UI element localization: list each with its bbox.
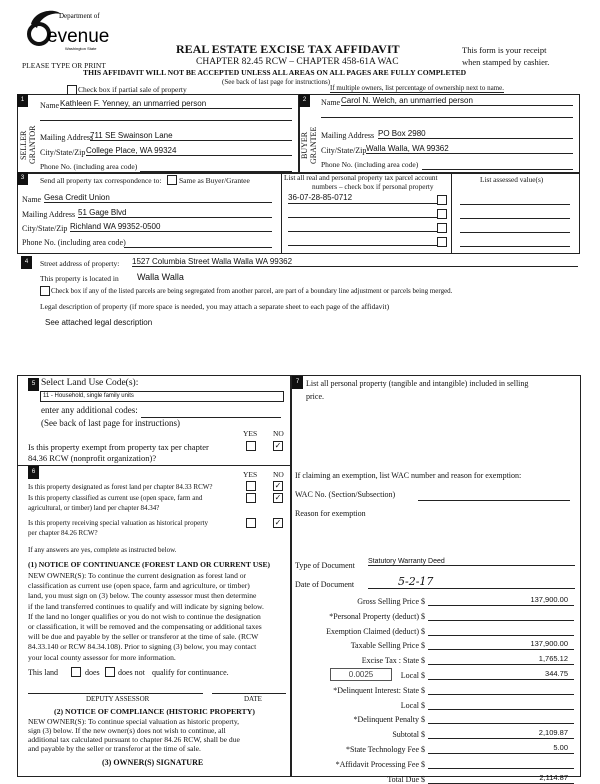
form-chapter: CHAPTER 82.45 RCW – CHAPTER 458-61A WAC — [196, 57, 399, 67]
amount-field[interactable] — [428, 699, 574, 710]
nonprofit-yes-checkbox[interactable] — [246, 441, 256, 451]
correspondence-name-label: Name — [22, 195, 42, 204]
correspondence-phone-field[interactable] — [124, 246, 272, 248]
historic-no-checkbox[interactable]: ✓ — [274, 518, 282, 527]
historic-question-2: per chapter 84.26 RCW? — [28, 529, 98, 537]
amount-label: *State Technology Fee $ — [345, 745, 425, 754]
street-address-label: Street address of property: — [40, 259, 120, 268]
parcel-number-field[interactable] — [288, 235, 438, 246]
notice-line: land, you must sign on (3) below. The county assessor must then determine — [28, 591, 257, 601]
doc-date-field[interactable]: 5-2-17 — [368, 575, 575, 589]
no-header-6: NO — [273, 470, 284, 479]
exemption-reason-label: Reason for exemption — [295, 509, 366, 518]
forest-no-checkbox[interactable]: ✓ — [274, 481, 282, 490]
current-use-no-checkbox[interactable]: ✓ — [274, 493, 282, 502]
current-use-yes-checkbox[interactable] — [246, 493, 256, 503]
buyer-phone-field[interactable] — [422, 168, 573, 170]
buyer-name-field[interactable]: Carol N. Welch, an unmarried person — [341, 96, 573, 106]
correspondence-city-label: City/State/Zip — [22, 224, 68, 233]
personal-property-label-2: price. — [306, 392, 324, 401]
section-6-divider — [17, 465, 290, 466]
land-use-label: Select Land Use Code(s): — [41, 378, 139, 388]
amount-field[interactable]: 344.75 — [428, 669, 574, 680]
amount-label: Excise Tax : State $ — [361, 656, 425, 666]
buyer-mail-label: Mailing Address — [321, 131, 375, 140]
personal-property-checkbox[interactable] — [437, 195, 447, 205]
buyer-phone-label: Phone No. (including area code) — [321, 160, 419, 169]
land-use-instructions: (See back of last page for instructions) — [41, 418, 180, 428]
notice-line: will be due and payable by the seller or transferor at the time of sale. (RCW — [28, 632, 259, 642]
deputy-assessor-signature[interactable] — [28, 692, 203, 694]
assessed-value-field[interactable] — [460, 231, 570, 233]
acceptance-warning: THIS AFFIDAVIT WILL NOT BE ACCEPTED UNLESS ALL AREAS ON ALL PAGES ARE FULLY COMPLETED — [83, 68, 467, 77]
section-5-marker: 5 — [28, 378, 39, 391]
nonprofit-question-2: 84.36 RCW (nonprofit organization)? — [28, 453, 157, 463]
does-checkbox[interactable] — [71, 667, 81, 677]
buyer-mail-field[interactable]: PO Box 2980 — [378, 129, 573, 139]
wac-field[interactable] — [418, 499, 570, 501]
local-rate-field[interactable]: 0.0025 — [330, 668, 392, 681]
historic-yes-checkbox[interactable] — [246, 518, 256, 528]
correspondence-mail-field[interactable]: 51 Gage Blvd — [78, 208, 272, 218]
amount-field[interactable] — [428, 625, 574, 636]
svg-text:Department of: Department of — [59, 12, 100, 20]
notice-line: sign (3) below. If the new owner(s) does not wish to continue, all — [28, 726, 226, 735]
buyer-grantee-label: BUYER GRANTEE — [300, 126, 318, 164]
multiple-owners-note: If multiple owners, list percentage of ownership next to name. — [330, 84, 504, 92]
legal-description-field[interactable]: See attached legal description — [45, 318, 153, 327]
doc-type-label: Type of Document — [295, 561, 355, 570]
yes-header: YES — [243, 429, 258, 438]
seller-phone-label: Phone No. (including area code) — [40, 162, 138, 171]
parcel-number-field[interactable]: 36-07-28-85-0712 — [288, 193, 438, 204]
same-as-buyer-checkbox[interactable] — [167, 175, 177, 185]
owner-signature-title: (3) OWNER(S) SIGNATURE — [102, 758, 204, 767]
amount-label: Subtotal $ — [392, 730, 425, 740]
notice-line: and payable by the seller or transferor at the time of sale. — [28, 744, 201, 753]
buyer-city-field[interactable]: Walla Walla, WA 99362 — [366, 144, 573, 154]
notice-line: or classification, it will be removed and the compensating or additional taxes — [28, 622, 262, 632]
department-of-revenue-logo — [25, 6, 110, 52]
this-land-label: This land — [28, 668, 58, 677]
amount-field[interactable]: 5.00 — [428, 743, 574, 754]
amount-field[interactable]: 2,109.87 — [428, 728, 574, 739]
seller-name-field[interactable]: Kathleen F. Yenney, an unmarried person — [60, 99, 292, 109]
current-use-question-2: agricultural, or timber) land per chapter 84.34? — [28, 504, 160, 512]
personal-property-checkbox[interactable] — [437, 223, 447, 233]
segregated-parcel-label: Check box if any of the listed parcels are being segregated from another parcel, are part of a boundary line adjustment or parcels being merged. — [51, 287, 453, 295]
seller-grantor-label: SELLER GRANTOR — [19, 125, 37, 165]
segregated-parcel-checkbox[interactable] — [40, 286, 50, 296]
parcel-header-1: List all real and personal property tax parcel account — [284, 173, 438, 182]
notice-line: NEW OWNER(S): To continue special valuation as historic property, — [28, 717, 240, 726]
section-3-divider-1 — [281, 172, 282, 253]
correspondence-phone-label: Phone No. (including area code) — [22, 238, 126, 247]
street-address-field[interactable]: 1527 Columbia Street Walla Walla WA 99362 — [132, 257, 578, 267]
qualify-label: qualify for continuance. — [152, 668, 229, 677]
notice-line: classification as current use (open space, farm and agriculture, or timber) — [28, 581, 250, 591]
amount-label: Taxable Selling Price $ — [350, 641, 425, 651]
amount-field[interactable] — [428, 684, 574, 695]
receipt-note-2: when stamped by cashier. — [462, 57, 550, 67]
doc-date-label: Date of Document — [295, 580, 355, 589]
correspondence-mail-label: Mailing Address — [22, 210, 76, 219]
amount-label: *Personal Property (deduct) $ — [329, 611, 425, 621]
svg-text:Washington State: Washington State — [65, 46, 97, 51]
personal-property-label-1: List all personal property (tangible and intangible) included in selling — [306, 379, 529, 388]
amount-field[interactable]: 137,900.00 — [428, 595, 574, 606]
notice-continuance-title: (1) NOTICE OF CONTINUANCE (FOREST LAND OR CURRENT USE) — [28, 560, 271, 569]
send-correspondence-label: Send all property tax correspondence to: — [40, 176, 162, 185]
section-7-marker: 7 — [292, 376, 303, 389]
yes-header-6: YES — [243, 470, 258, 479]
parcel-number-field[interactable] — [288, 221, 438, 232]
section-2-marker: 2 — [299, 94, 310, 107]
notice-line: 84.33.140 or RCW 84.34.108). Prior to signing (3) below, you may contact — [28, 642, 257, 652]
amount-label: *Delinquent Interest: State $ — [333, 685, 425, 695]
form-title: REAL ESTATE EXCISE TAX AFFIDAVIT — [176, 42, 400, 56]
same-as-buyer-label: Same as Buyer/Grantee — [179, 176, 250, 185]
section-6-marker: 6 — [28, 466, 39, 479]
current-use-question-1: Is this property classified as current use (open space, farm and — [28, 494, 203, 502]
section-4-marker: 4 — [21, 256, 32, 269]
amount-field[interactable] — [428, 758, 574, 769]
amount-field[interactable]: 137,900.00 — [428, 639, 574, 650]
amount-field[interactable] — [428, 713, 574, 724]
receipt-note-1: This form is your receipt — [462, 45, 547, 55]
assessed-value-field[interactable] — [460, 203, 570, 205]
correspondence-name-field[interactable]: Gesa Credit Union — [44, 193, 272, 203]
seller-name-label: Name — [40, 101, 60, 110]
amount-field[interactable] — [428, 610, 574, 621]
amount-label: *Delinquent Penalty $ — [353, 715, 425, 725]
if-yes-instruction: If any answers are yes, complete as instructed below. — [28, 546, 177, 554]
correspondence-city-field[interactable]: Richland WA 99352-0500 — [70, 222, 272, 232]
logo-swoosh-icon — [25, 6, 110, 52]
notice-line: your local county assessor for more information. — [28, 652, 176, 662]
please-type-or-print: PLEASE TYPE OR PRINT — [22, 61, 106, 70]
wac-label: WAC No. (Section/Subsection) — [295, 490, 396, 499]
located-in-value[interactable]: Walla Walla — [137, 272, 184, 282]
svg-text:evenue: evenue — [47, 26, 110, 47]
parcel-header-2: numbers – check box if personal property — [312, 182, 434, 191]
assessor-date-field[interactable] — [212, 692, 286, 694]
notice-compliance-title: (2) NOTICE OF COMPLIANCE (HISTORIC PROPERTY) — [54, 707, 255, 716]
partial-sale-label: Check box if partial sale of property — [78, 85, 246, 95]
seller-name-line-2[interactable] — [40, 119, 292, 121]
buyer-name-label: Name — [321, 98, 341, 107]
seller-mail-field[interactable]: 711 SE Swainson Lane — [90, 131, 292, 141]
notice-compliance-text — [28, 717, 240, 753]
seller-city-field[interactable]: College Place, WA 99324 — [86, 146, 292, 156]
amount-label: *Affidavit Processing Fee $ — [335, 759, 425, 769]
personal-property-checkbox[interactable] — [437, 237, 447, 247]
see-back-instructions: (See back of last page for instructions) — [222, 78, 331, 86]
notice-line: NEW OWNER(S): To continue the current designation as forest land or — [28, 571, 247, 580]
assessed-value-field[interactable] — [460, 245, 570, 247]
notice-line: If the land no longer qualifies or you do not wish to continue the designation — [28, 611, 261, 621]
no-header: NO — [273, 429, 284, 438]
buyer-name-line-2[interactable] — [321, 116, 573, 118]
personal-property-checkbox[interactable] — [437, 209, 447, 219]
assessed-value-header: List assessed value(s) — [480, 175, 544, 184]
exemption-label: If claiming an exemption, list WAC number and reason for exemption: — [295, 471, 522, 480]
does-not-checkbox[interactable] — [105, 667, 115, 677]
seller-mail-label: Mailing Address — [40, 133, 94, 142]
section-1-marker: 1 — [17, 94, 28, 107]
amount-label: Gross Selling Price $ — [357, 597, 425, 606]
forest-yes-checkbox[interactable] — [246, 481, 256, 491]
does-not-label: does not — [118, 668, 145, 677]
amount-label: Local $ — [400, 671, 425, 680]
seller-city-label: City/State/Zip — [40, 148, 86, 157]
notice-continuance-text — [28, 571, 264, 663]
section-3-marker: 3 — [17, 172, 28, 185]
amount-field[interactable]: 2,114.87 — [428, 773, 574, 784]
notice-line: if the land transferred continues to qualify and will indicate by signing below. — [28, 601, 264, 611]
date-label: DATE — [244, 695, 262, 703]
legal-description-label: Legal description of property (if more space is needed, you may attach a separate sheet to each page of the affidavit) — [40, 302, 390, 311]
assessed-value-field[interactable] — [460, 217, 570, 219]
parcel-number-field[interactable] — [288, 207, 438, 218]
historic-question-1: Is this property receiving special valuation as historical property — [28, 519, 209, 527]
nonprofit-no-checkbox[interactable]: ✓ — [274, 441, 282, 450]
notice-line: additional tax calculated pursuant to chapter 84.26 RCW, shall be due — [28, 735, 240, 744]
nonprofit-question-1: Is this property exempt from property tax per chapter — [28, 442, 209, 452]
amount-label: Total Due $ — [387, 774, 425, 784]
doc-type-field[interactable]: Statutory Warranty Deed — [368, 558, 575, 566]
buyer-city-label: City/State/Zip — [321, 146, 367, 155]
amount-label: Local $ — [400, 700, 425, 710]
located-in-label: This property is located in — [40, 274, 119, 283]
section-3-divider-2 — [451, 172, 452, 253]
deputy-assessor-label: DEPUTY ASSESSOR — [86, 695, 150, 703]
forest-land-question: Is this property designated as forest land per chapter 84.33 RCW? — [28, 483, 213, 491]
land-use-select[interactable]: 11 - Household, single family units — [40, 391, 284, 402]
amount-label: Exemption Claimed (deduct) $ — [326, 626, 425, 636]
additional-codes-label: enter any additional codes: — [41, 405, 138, 415]
amount-field[interactable]: 1,765.12 — [428, 654, 574, 665]
does-label: does — [85, 668, 100, 677]
